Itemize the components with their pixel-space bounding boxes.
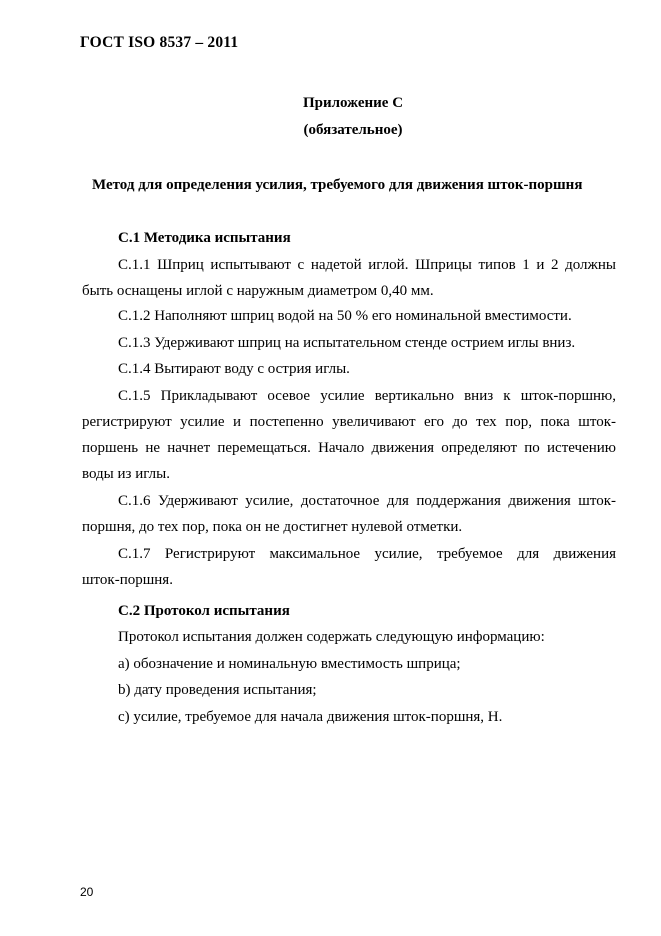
protocol-item-a: a) обозначение и номинальную вместимость шприца; — [118, 656, 461, 672]
paragraph-line: быть оснащены иглой с наружным диаметром 0,40 мм. — [82, 283, 434, 299]
protocol-item-b: b) дату проведения испытания; — [118, 682, 317, 698]
paragraph-c-1-4: С.1.4 Вытирают воду с острия иглы. — [118, 361, 350, 377]
section-heading-1: С.1 Методика испытания — [118, 230, 291, 246]
paragraph-c-1-5 — [82, 383, 616, 487]
paragraph-line: С.1.6 Удерживают усилие, достаточное для поддержания движения шток- — [118, 493, 616, 509]
protocol-intro: Протокол испытания должен содержать следующую информацию: — [118, 629, 545, 645]
section-heading-2: С.2 Протокол испытания — [118, 603, 290, 619]
paragraph-line: воды из иглы. — [82, 466, 170, 482]
standard-code-header: ГОСТ ISO 8537 – 2011 — [80, 34, 239, 51]
paragraph-line: С.1.5 Прикладывают осевое усилие вертикально вниз к шток-поршню, — [118, 388, 616, 404]
protocol-item-c: c) усилие, требуемое для начала движения шток-поршня, Н. — [118, 709, 503, 725]
paragraph-line: С.1.1 Шприц испытывают с надетой иглой. Шприцы типов 1 и 2 должны — [118, 257, 616, 273]
paragraph-c-1-3: С.1.3 Удерживают шприц на испытательном стенде острием иглы вниз. — [118, 335, 576, 351]
annex-title: Приложение С — [302, 95, 404, 111]
paragraph-line: регистрируют усилие и постепенно увеличивают его до тех пор, пока шток- — [82, 414, 616, 430]
method-title: Метод для определения усилия, требуемого для движения шток-поршня — [92, 177, 583, 193]
paragraph-line: С.1.7 Регистрируют максимальное усилие, требуемое для движения — [118, 546, 616, 562]
paragraph-line: шток-поршня. — [82, 572, 173, 588]
annex-status: (обязательное) — [303, 122, 403, 138]
paragraph-line: поршня, до тех пор, пока он не достигнет нулевой отметки. — [82, 519, 463, 535]
paragraph-c-1-1 — [82, 252, 616, 304]
paragraph-c-1-6 — [82, 488, 616, 540]
paragraph-c-1-2: С.1.2 Наполняют шприц водой на 50 % его номинальной вместимости. — [118, 308, 572, 324]
paragraph-c-1-7 — [82, 541, 616, 593]
paragraph-line: поршень не начнет перемещаться. Начало движения определяют по истечению — [82, 440, 616, 456]
page-number: 20 — [80, 885, 94, 899]
